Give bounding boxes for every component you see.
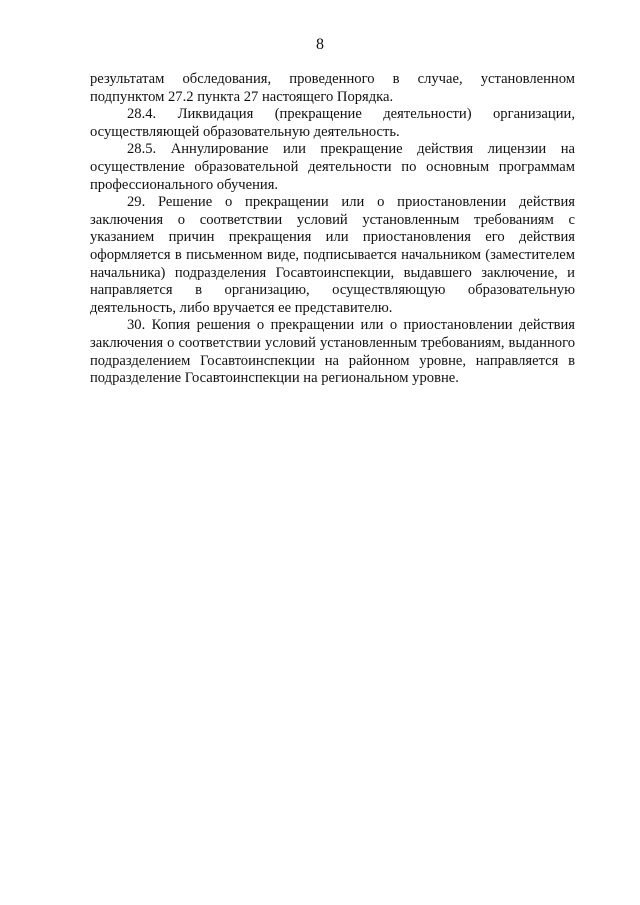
paragraph-28-4: 28.4. Ликвидация (прекращение деятельности) организации, осуществляющей образовательную деятельность. — [90, 106, 575, 140]
paragraph-28-5: 28.5. Аннулирование или прекращение действия лицензии на осуществление образовательной деятельности по основным программам профессионального обучения. — [90, 141, 575, 193]
paragraph-29: 29. Решение о прекращении или о приостановлении действия заключения о соответствии условий установленным требованиям с указанием причин прекращения или приостановления его действия оформляется в письменном виде, подписывается начальником (заместителем начальника) подразделения Госавтоинспекции, выдавшего заключение, и направляется в организацию, осуществляющую образовательную деятельность, либо вручается ее представителю. — [90, 194, 575, 316]
document-body — [90, 71, 575, 388]
page-number: 8 — [316, 36, 324, 53]
paragraph-continuation: результатам обследования, проведенного в случае, установленном подпунктом 27.2 пункта 27 настоящего Порядка. — [90, 71, 575, 105]
paragraph-30: 30. Копия решения о прекращении или о приостановлении действия заключения о соответствии условий установленным требованиям, выданного подразделением Госавтоинспекции на районном уровне, направляется в подразделение Госавтоинспекции на региональном уровне. — [90, 317, 575, 387]
